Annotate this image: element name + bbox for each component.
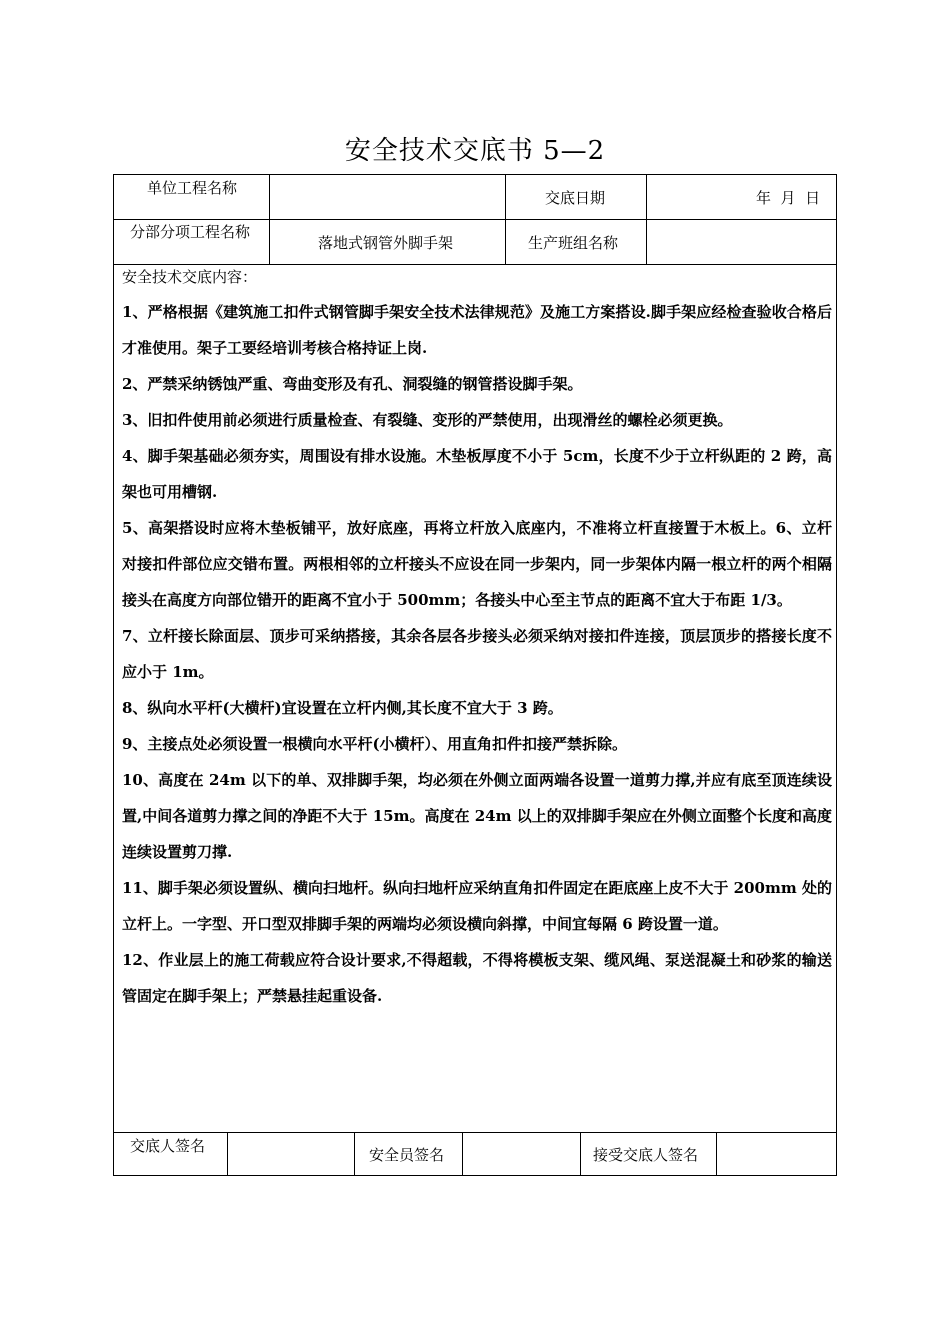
date-label: 交底日期 xyxy=(545,189,606,207)
content-item: 7、立杆接长除面层、顶步可采纳搭接，其余各层各步接头必须采纳对接扣件连接，顶层顶步的搭接长度不应小于 1m。 xyxy=(122,627,832,681)
column-divider xyxy=(269,175,270,264)
column-divider xyxy=(227,1132,228,1176)
content-item: 5、高架搭设时应将木垫板铺平，放好底座，再将立杆放入底座内，不准将立杆直接置于木板上。6、立杆对接扣件部位应交错布置。两根相邻的立杆接头不应设在同一步架内，同一步架体内隔一根立杆的两个相隔接头在高度方向部位错开的距离不宜小于 500mm；各接头中心至主节点的距离不宜大于布距 1/3。 xyxy=(122,519,832,609)
row-divider xyxy=(114,219,836,220)
content-item: 9、主接点处必须设置一根横向水平杆(小横杆）、用直角扣件扣接严禁拆除。 xyxy=(122,735,628,753)
content-item: 12、作业层上的施工荷载应符合设计要求,不得超载，不得将模板支架、缆风绳、泵送混凝土和砂浆的输送管固定在脚手架上；严禁悬挂起重设备. xyxy=(122,951,832,1005)
content-item: 8、纵向水平杆(大横杆)宜设置在立杆内侧,其长度不宜大于 3 跨。 xyxy=(122,699,563,717)
content-item: 10、高度在 24m 以下的单、双排脚手架，均必须在外侧立面两端各设置一道剪力撑,并应有底至顶连续设置,中间各道剪力撑之间的净距不大于 15m。高度在 24m 以上的双排脚手架应在外侧立面整个长度和高度连续设置剪刀撑. xyxy=(122,771,832,861)
unit-project-label: 单位工程名称 xyxy=(147,179,238,197)
column-divider xyxy=(462,1132,463,1176)
discloser-signature-label: 交底人签名 xyxy=(130,1137,206,1155)
receiver-signature-label: 接受交底人签名 xyxy=(593,1146,699,1164)
safety-officer-signature-label: 安全员签名 xyxy=(369,1146,445,1164)
column-divider xyxy=(580,1132,581,1176)
row-divider xyxy=(114,1132,836,1133)
column-divider xyxy=(716,1132,717,1176)
content-item: 4、脚手架基础必须夯实，周围设有排水设施。木垫板厚度不小于 5cm，长度不少于立杆纵距的 2 跨，高架也可用槽钢. xyxy=(122,447,832,501)
column-divider xyxy=(505,175,506,264)
content-heading: 安全技术交底内容： xyxy=(122,268,258,286)
subitem-project-field[interactable]: 落地式钢管外脚手架 xyxy=(318,234,454,252)
content-item: 1、严格根据《建筑施工扣件式钢管脚手架安全技术法律规范》及施工方案搭设.脚手架应经检查验收合格后才准使用。架子工要经培训考核合格持证上岗. xyxy=(122,303,832,357)
column-divider xyxy=(646,175,647,264)
content-item: 11、脚手架必须设置纵、横向扫地杆。纵向扫地杆应采纳直角扣件固定在距底座上皮不大于 200mm 处的立杆上。一字型、开口型双排脚手架的两端均必须设横向斜撑，中间宜每隔 6 跨设置一道。 xyxy=(122,879,832,933)
disclosure-form xyxy=(113,174,837,1176)
team-name-label: 生产班组名称 xyxy=(528,234,619,252)
column-divider xyxy=(354,1132,355,1176)
date-field[interactable]: 年 月 日 xyxy=(756,189,821,207)
document-title: 安全技术交底书 5—2 xyxy=(344,136,606,166)
subitem-project-label: 分部分项工程名称 xyxy=(130,223,251,241)
content-item: 2、严禁采纳锈蚀严重、弯曲变形及有孔、洞裂缝的钢管搭设脚手架。 xyxy=(122,375,583,393)
disclosure-content xyxy=(122,267,832,1014)
row-divider xyxy=(114,264,836,265)
content-item: 3、旧扣件使用前必须进行质量检查、有裂缝、变形的严禁使用，出现滑丝的螺栓必须更换。 xyxy=(122,411,733,429)
